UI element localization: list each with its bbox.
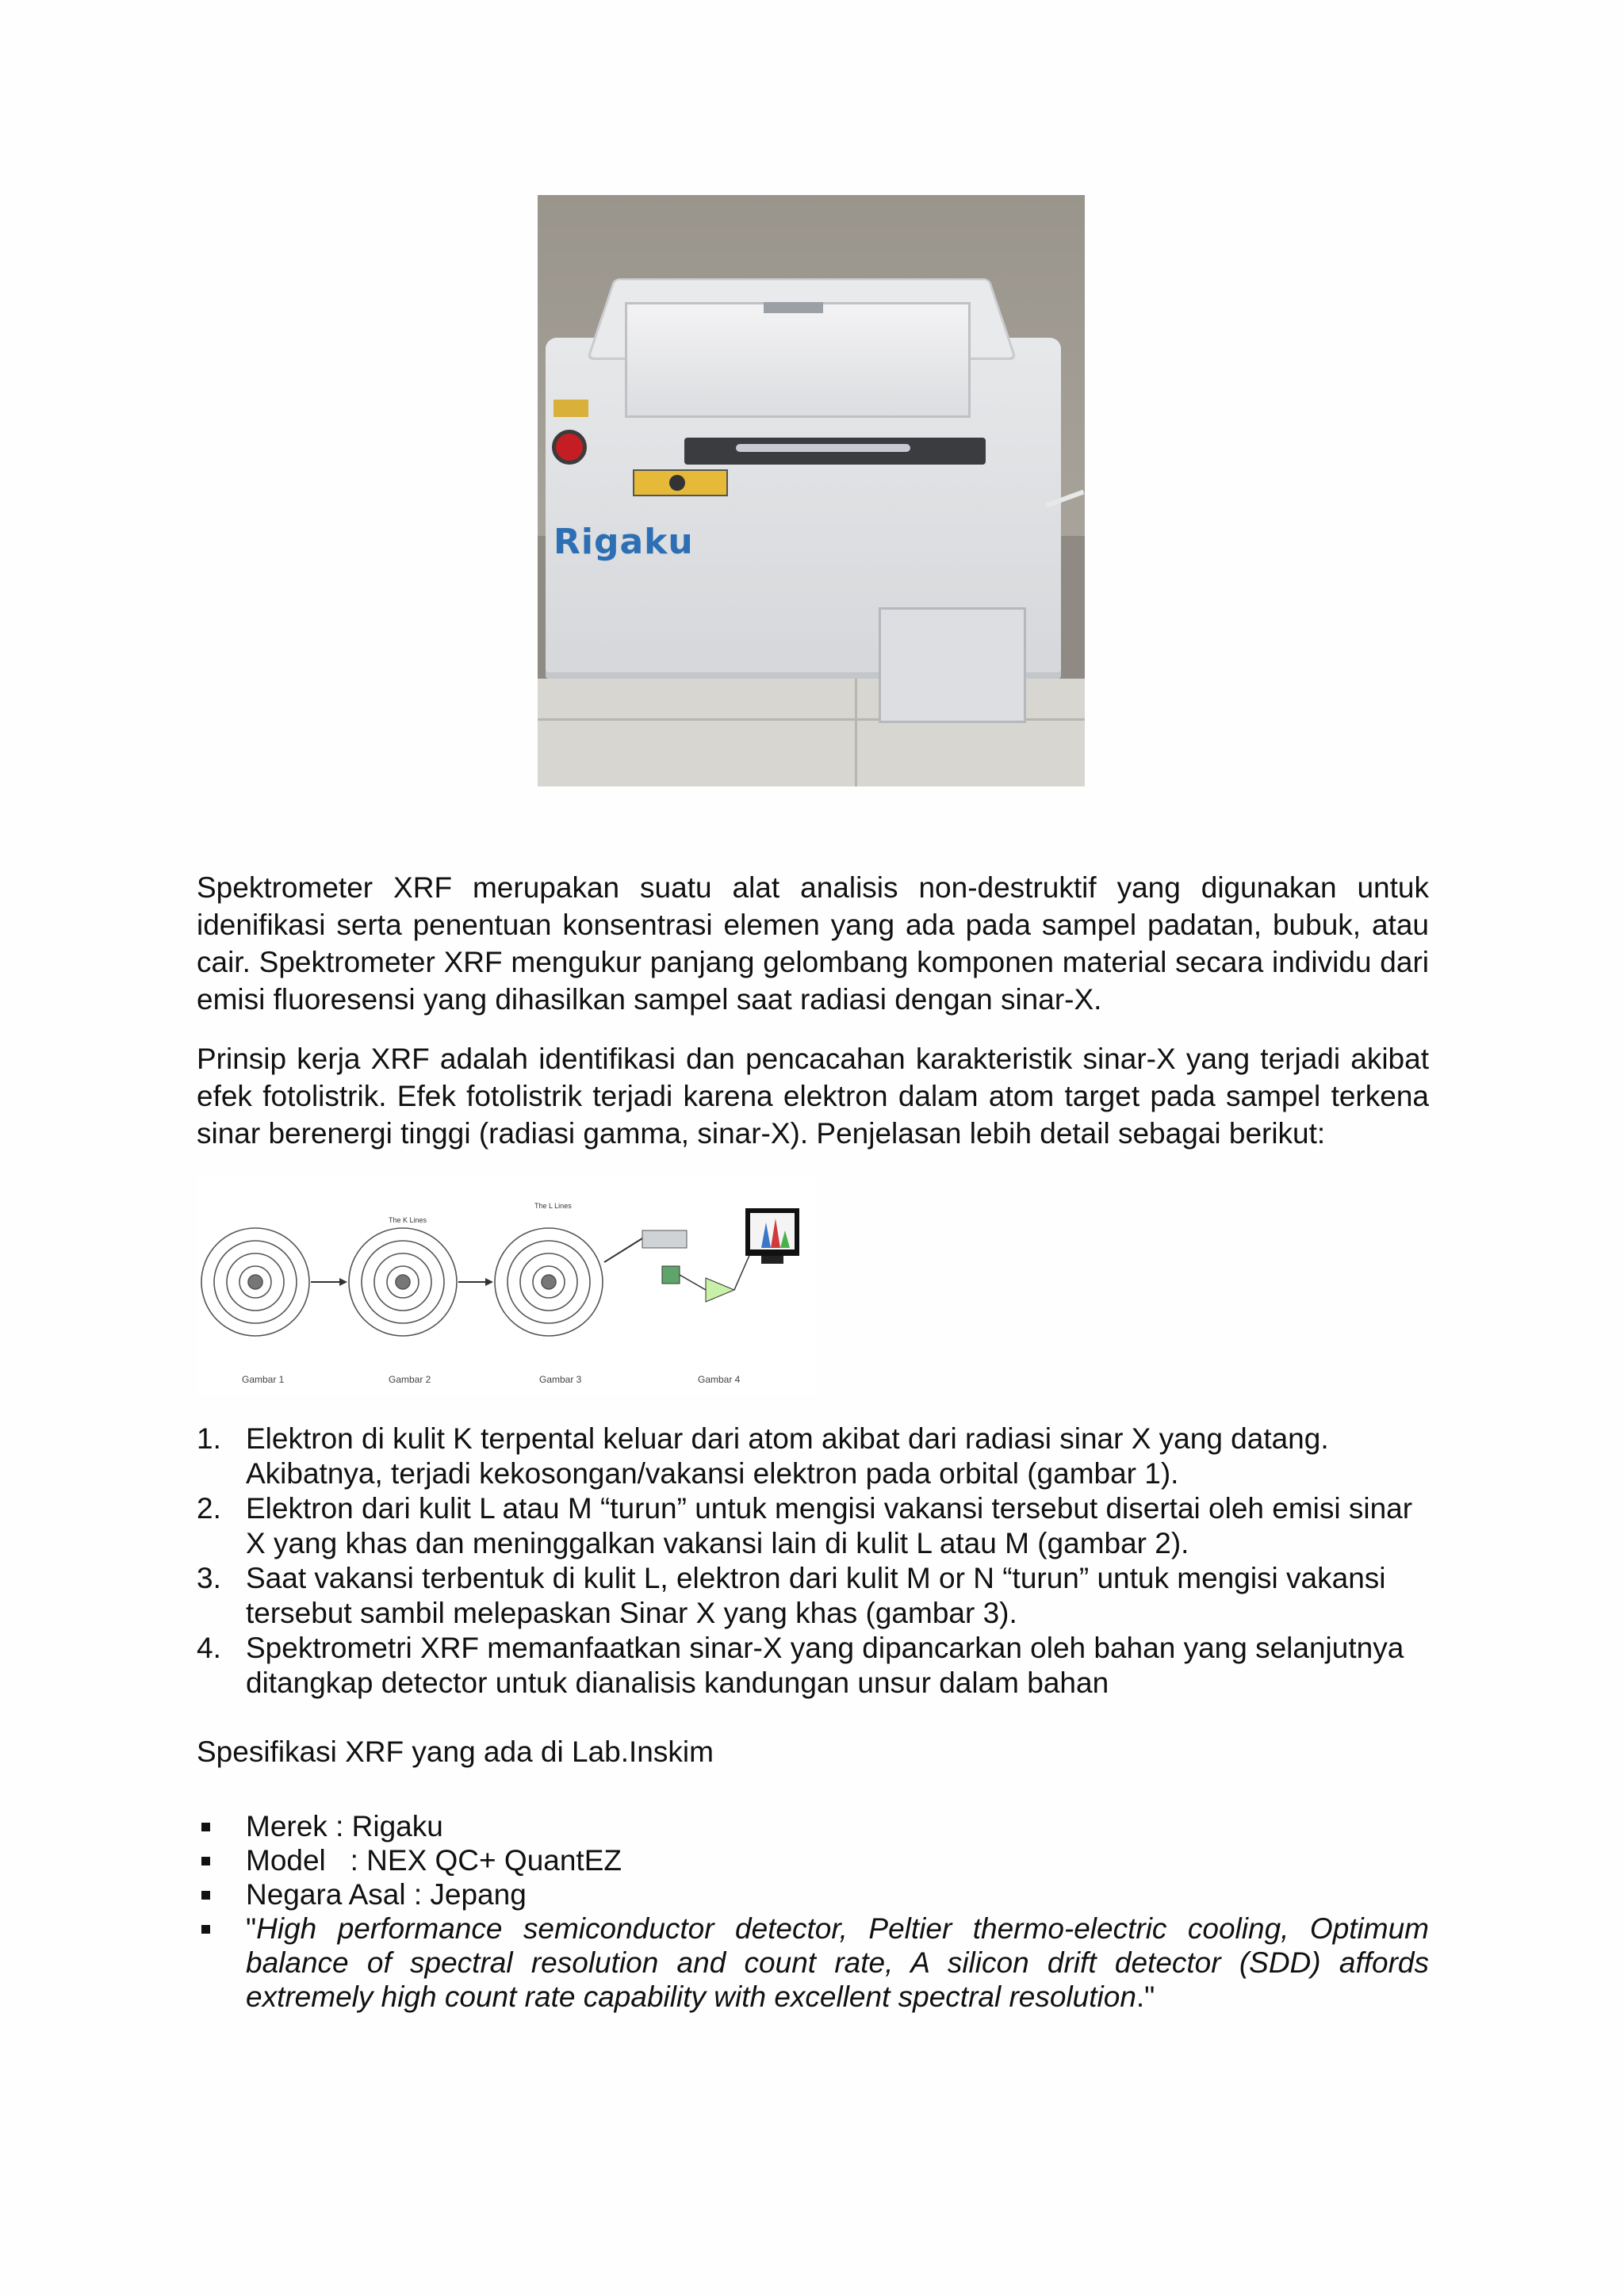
square-bullet-icon [201, 1857, 210, 1866]
square-bullet-icon [201, 1891, 210, 1900]
emergency-stop-button [552, 430, 587, 465]
list-item-text: Spektrometri XRF memanfaatkan sinar-X yang dipancarkan oleh bahan yang selanjutnya ditangkap detector untuk dianalisis kandungan unsur dalam bahan [246, 1632, 1404, 1699]
diagram-label-l-lines: The L Lines [534, 1202, 572, 1210]
atom-diagram-1 [201, 1228, 309, 1336]
warning-label [553, 400, 588, 417]
lid-handle [764, 302, 823, 313]
arrowhead [485, 1278, 493, 1286]
spec-heading: Spesifikasi XRF yang ada di Lab.Inskim [197, 1735, 714, 1768]
xrf-principle-diagram [198, 1175, 817, 1395]
radiation-warning-icon [633, 469, 728, 496]
list-number: 2. [197, 1492, 221, 1525]
list-number: 3. [197, 1562, 221, 1594]
list-item [197, 1809, 1429, 1843]
atom-diagram-3 [495, 1228, 603, 1336]
detector-apparatus [642, 1208, 799, 1302]
diagram-caption-3: Gambar 3 [539, 1374, 582, 1385]
instrument-lid [625, 302, 971, 418]
diagram-caption-1: Gambar 1 [242, 1374, 285, 1385]
diagram-caption-2: Gambar 2 [389, 1374, 431, 1385]
arrow-3-4 [604, 1238, 642, 1262]
list-number: 4. [197, 1632, 221, 1664]
access-panel [879, 607, 1026, 723]
list-item [197, 1422, 1429, 1491]
square-bullet-icon [201, 1925, 210, 1934]
brand-logo: Rigaku [553, 522, 694, 562]
diagram-label-k-lines: The K Lines [389, 1216, 427, 1224]
list-item [197, 1911, 1429, 2014]
square-bullet-icon [201, 1823, 210, 1831]
spec-description: High performance semiconductor detector, Peltier thermo-electric cooling, Optimum balance of spectral resolution and count rate, A silicon drift detector (SDD) affords extremely high count rate capability with excellent spectral resolution [246, 1912, 1429, 2013]
quote-open: " [246, 1912, 257, 1945]
diagram-svg [198, 1175, 817, 1395]
list-item [197, 1561, 1429, 1631]
sample-slot-highlight [736, 444, 910, 452]
list-item-text: Elektron di kulit K terpental keluar dari atom akibat dari radiasi sinar X yang datang. Akibatnya, terjadi kekosongan/vakansi elektron pada orbital (gambar 1). [246, 1422, 1329, 1490]
diagram-caption-4: Gambar 4 [698, 1374, 741, 1385]
list-item [197, 1631, 1429, 1701]
list-number: 1. [197, 1422, 221, 1455]
intro-paragraph-2: Prinsip kerja XRF adalah identifikasi dan pencacahan karakteristik sinar-X yang terjadi akibat efek fotolistrik. Efek fotolistrik terjadi karena elektron dalam atom target pada sampel terkena sinar berenergi tinggi (radiasi gamma, sinar-X). Penjelasan lebih detail sebagai berikut: [197, 1043, 1429, 1150]
steps-list [197, 1422, 1429, 1701]
floor-tile-line [855, 679, 857, 786]
spec-brand: Merek : Rigaku [246, 1810, 443, 1843]
atom-diagram-2 [349, 1228, 457, 1336]
xrf-instrument-photo [538, 195, 1085, 786]
intro-paragraph-1: Spektrometer XRF merupakan suatu alat analisis non-destruktif yang digunakan untuk idenifikasi serta penentuan konsentrasi elemen yang ada pada sampel padatan, bubuk, atau cair. Spektrometer XRF mengukur panjang gelombang komponen material secara individu dari emisi fluoresensi yang dihasilkan sampel saat radiasi dengan sinar-X. [197, 871, 1429, 1016]
spec-origin: Negara Asal : Jepang [246, 1878, 527, 1911]
list-item [197, 1843, 1429, 1877]
quote-close: ." [1136, 1980, 1155, 2013]
list-item [197, 1877, 1429, 1911]
arrowhead [339, 1278, 347, 1286]
list-item [197, 1491, 1429, 1561]
list-item-text: Saat vakansi terbentuk di kulit L, elektron dari kulit M or N “turun” untuk mengisi vakansi tersebut sambil melepaskan Sinar X yang khas (gambar 3). [246, 1562, 1386, 1629]
spec-list [197, 1809, 1429, 2014]
list-item-text: Elektron dari kulit L atau M “turun” untuk mengisi vakansi tersebut disertai oleh emisi sinar X yang khas dan meninggalkan vakansi lain di kulit L atau M (gambar 2). [246, 1492, 1413, 1559]
spec-model: Model : NEX QC+ QuantEZ [246, 1844, 622, 1877]
